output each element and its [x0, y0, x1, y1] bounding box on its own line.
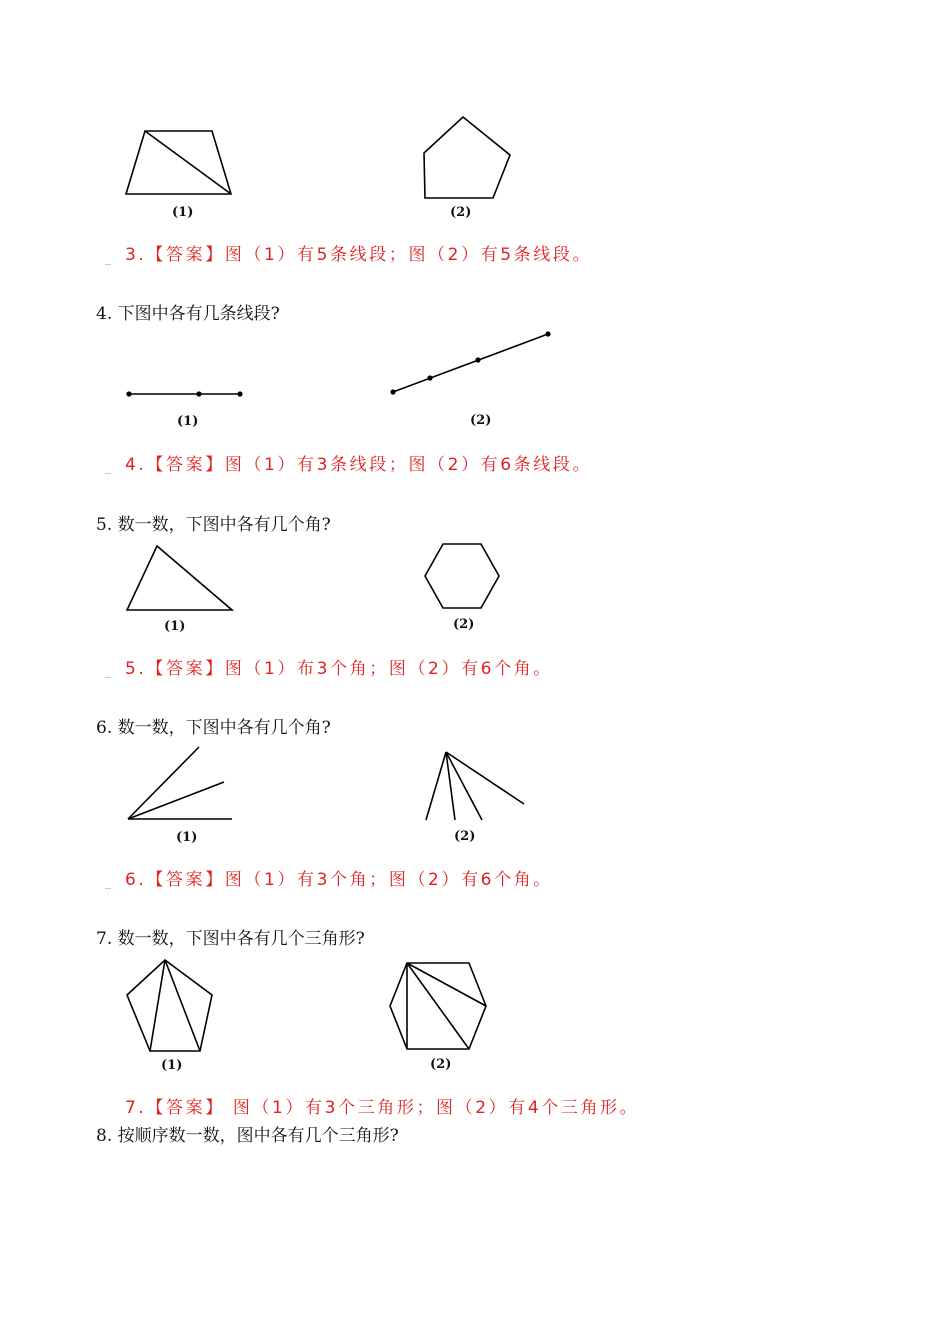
q4-figure-2-segment: [388, 326, 554, 398]
q5-figure-2-label: (2): [453, 617, 475, 632]
q6-question: 6. 数一数，下图中各有几个角?: [96, 718, 331, 738]
paragraph-mark: [105, 888, 111, 889]
q7-figure-2-hexagon-triangles: [385, 958, 491, 1056]
q5-figure-2-hexagon: [420, 538, 504, 614]
q3-answer: 3.【答案】图（1）有5条线段；图（2）有5条线段。: [125, 245, 593, 265]
q3-figure-1-label: (1): [172, 205, 194, 220]
q7-figure-2-label: (2): [430, 1057, 452, 1072]
q7-question: 7. 数一数，下图中各有几个三角形?: [96, 929, 365, 949]
q4-question: 4. 下图中各有几条线段?: [96, 304, 280, 324]
q7-answer: 7.【答案】 图（1）有3个三角形；图（2）有4个三角形。: [125, 1098, 640, 1118]
q5-question: 5. 数一数，下图中各有几个角?: [96, 515, 331, 535]
q6-figure-2-angles: [420, 746, 530, 826]
q6-figure-2-label: (2): [454, 829, 476, 844]
q5-figure-1-triangle: [120, 540, 240, 616]
paragraph-mark: [105, 677, 111, 678]
q3-figure-1-quadrilateral: [120, 125, 240, 200]
q4-figure-1-label: (1): [177, 414, 199, 429]
paragraph-mark: [105, 473, 111, 474]
q6-answer: 6.【答案】图（1）有3个角；图（2）有6个角。: [125, 870, 553, 890]
q4-figure-1-segment: [120, 386, 248, 402]
q8-question: 8. 按顺序数一数，图中各有几个三角形?: [96, 1126, 399, 1146]
q3-figure-2-pentagon: [418, 112, 516, 204]
q3-figure-2-label: (2): [450, 205, 472, 220]
q6-figure-1-label: (1): [176, 830, 198, 845]
q6-figure-1-angles: [122, 742, 238, 826]
q4-answer: 4.【答案】图（1）有3条线段；图（2）有6条线段。: [125, 455, 593, 475]
q7-figure-1-pentagon-triangles: [120, 955, 220, 1057]
q7-figure-1-label: (1): [161, 1058, 183, 1073]
q5-figure-1-label: (1): [164, 619, 186, 634]
q5-answer: 5.【答案】图（1）布3个角；图（2）有6个角。: [125, 659, 553, 679]
paragraph-mark: [105, 264, 111, 265]
q4-figure-2-label: (2): [470, 413, 492, 428]
